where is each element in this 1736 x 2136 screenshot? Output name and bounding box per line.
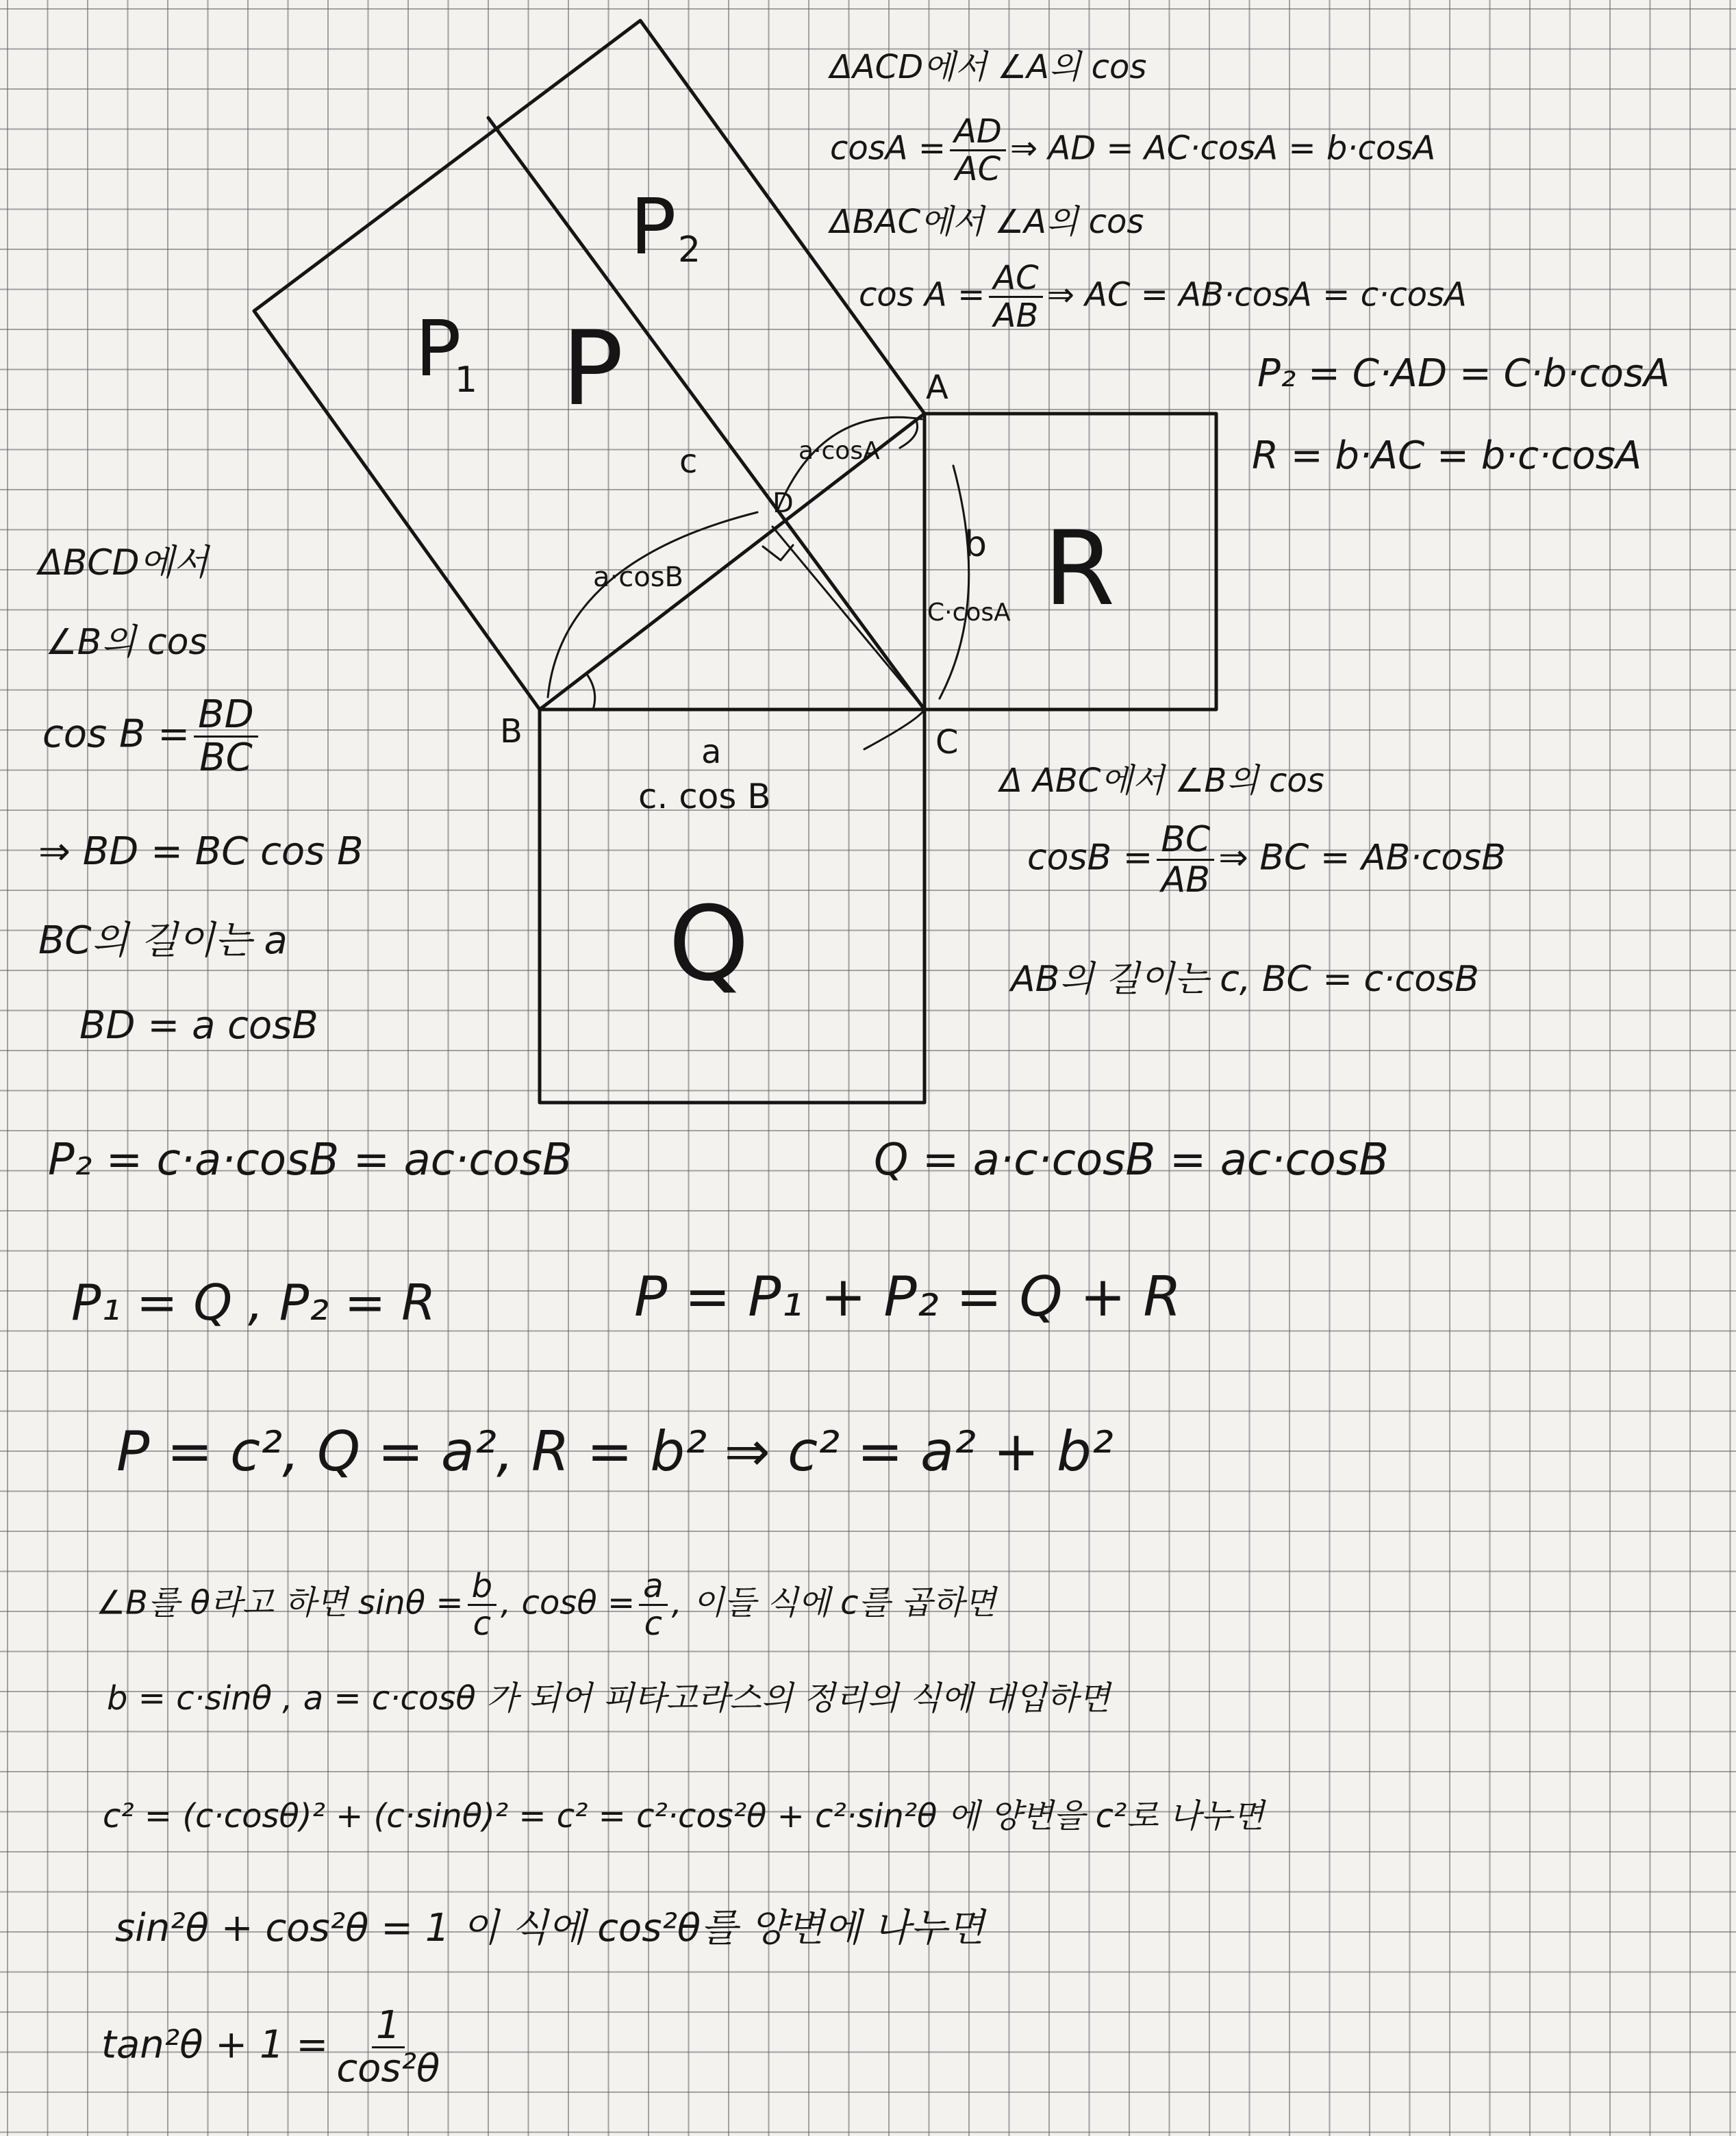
- frac-num: BD: [194, 696, 258, 738]
- note-theta-defs: [96, 1567, 996, 1643]
- side-a-label: a: [701, 733, 722, 771]
- note-p2-area: P₂ = C·AD = C·b·cosA: [1257, 351, 1670, 396]
- note-tan-lhs: tan²θ + 1 =: [101, 2022, 329, 2068]
- note-theta-part1: ∠B를 θ라고 하면 sinθ =: [96, 1583, 464, 1622]
- note-theta-part3: , 이들 식에 c를 곱하면: [671, 1583, 996, 1622]
- vertex-c-label: C: [935, 723, 959, 762]
- note-pythagorean: P = c², Q = a², R = b² ⇒ c² = a² + b²: [116, 1420, 1114, 1483]
- frac-den: cos²θ: [336, 2046, 440, 2091]
- frac-num: AC: [989, 262, 1042, 298]
- note-acd-lhs: cosA =: [830, 129, 946, 168]
- fraction-bc-ab: [1157, 819, 1214, 901]
- note-bac-rhs: ⇒ AC = AB·cosA = c·cosA: [1046, 275, 1467, 314]
- frac-num: 1: [372, 2007, 405, 2048]
- note-bcd-title: ΔBCD에서: [38, 542, 209, 583]
- frac-den: c: [644, 1605, 663, 1643]
- note-tan-identity: [101, 2003, 448, 2091]
- frac-num: b: [468, 1570, 496, 1606]
- frac-num: a: [639, 1570, 667, 1606]
- note-acd-title: ΔACD에서 ∠A의 cos: [830, 48, 1147, 86]
- note-bcd-lhs: cos B =: [42, 712, 190, 757]
- vertex-a-label: A: [926, 368, 948, 407]
- note-equalities: P₁ = Q , P₂ = R: [71, 1274, 436, 1331]
- fraction-bd-bc: [194, 692, 258, 780]
- note-ab-length: AB의 길이는 c, BC = c·cosB: [1011, 959, 1479, 1000]
- note-abc-lhs: cosB =: [1027, 837, 1153, 879]
- altitude-cd: [772, 527, 924, 709]
- note-bcd-angle: ∠B의 cos: [45, 622, 207, 663]
- note-p-sum: P = P₁ + P₂ = Q + R: [634, 1265, 1181, 1329]
- square-r-label: R: [1044, 510, 1116, 629]
- square-p1-subscript: 1: [455, 360, 478, 401]
- arc-ac: [940, 466, 969, 699]
- square-p2-label: P: [630, 183, 677, 272]
- note-r-area: R = b·AC = b·c·cosA: [1252, 434, 1642, 478]
- note-abc-formula: [1027, 819, 1506, 901]
- label-a-cosb: a·cosB: [593, 562, 683, 593]
- fraction-1-cos2: [332, 2003, 444, 2091]
- arc-bd: [548, 512, 757, 697]
- fraction-a-c: [639, 1567, 667, 1643]
- vertex-b-label: B: [500, 712, 523, 751]
- note-abc-rhs: ⇒ BC = AB·cosB: [1218, 837, 1506, 879]
- label-a-cosa: a·cosA: [798, 437, 880, 465]
- note-bac-title: ΔBAC에서 ∠A의 cos: [830, 203, 1144, 241]
- note-bcd-formula: [42, 692, 262, 780]
- frac-num: BC: [1157, 822, 1214, 861]
- note-p2-result: P₂ = c·a·cosB = ac·cosB: [48, 1135, 573, 1185]
- fraction-ad-ac: [950, 112, 1006, 188]
- note-bcd-result: ⇒ BD = BC cos B: [38, 829, 364, 874]
- square-q-label: Q: [668, 885, 750, 1004]
- side-b-label: b: [964, 524, 987, 565]
- label-c-cosa: C·cosA: [927, 599, 1011, 627]
- square-p2-subscript: 2: [678, 229, 701, 271]
- frac-num: AD: [950, 115, 1006, 151]
- note-bc-length: BC의 길이는 a: [38, 918, 288, 963]
- frac-den: AC: [955, 150, 1001, 188]
- note-acd-formula: [830, 112, 1436, 188]
- note-identity: sin²θ + cos²θ = 1 이 식에 cos²θ를 양변에 나누면: [115, 1906, 985, 1950]
- note-acd-rhs: ⇒ AD = AC·cosA = b·cosA: [1009, 129, 1436, 168]
- frac-den: c: [473, 1605, 491, 1643]
- square-p-label: P: [562, 310, 624, 429]
- fraction-b-c: [468, 1567, 496, 1643]
- side-c-label: c: [679, 442, 698, 481]
- note-bac-lhs: cos A =: [859, 275, 985, 314]
- angle-arc-b: [588, 675, 595, 709]
- frac-den: BC: [199, 736, 253, 780]
- frac-den: AB: [993, 297, 1039, 335]
- note-theta-part2: , cosθ =: [501, 1583, 636, 1622]
- note-q-result: Q = a·c·cosB = ac·cosB: [874, 1135, 1389, 1185]
- note-abc-title: Δ ABC에서 ∠B의 cos: [1000, 762, 1324, 800]
- note-substitution: b = c·sinθ , a = c·cosθ 가 되어 피타고라스의 정리의 식에 대입하면: [107, 1679, 1110, 1718]
- frac-den: AB: [1161, 859, 1210, 901]
- fraction-ac-ab: [989, 259, 1042, 335]
- vertex-d-label: D: [772, 488, 794, 519]
- label-c-cosb: c. cos B: [638, 777, 771, 816]
- note-bd-value: BD = a cosB: [79, 1003, 318, 1048]
- square-p1-label: P: [415, 305, 462, 394]
- note-bac-formula: [859, 259, 1467, 335]
- note-expansion: c² = (c·cosθ)² + (c·sinθ)² = c² = c²·cos²θ + c²·sin²θ 에 양변을 c²로 나누면: [103, 1797, 1265, 1835]
- arc-bc: [864, 709, 924, 749]
